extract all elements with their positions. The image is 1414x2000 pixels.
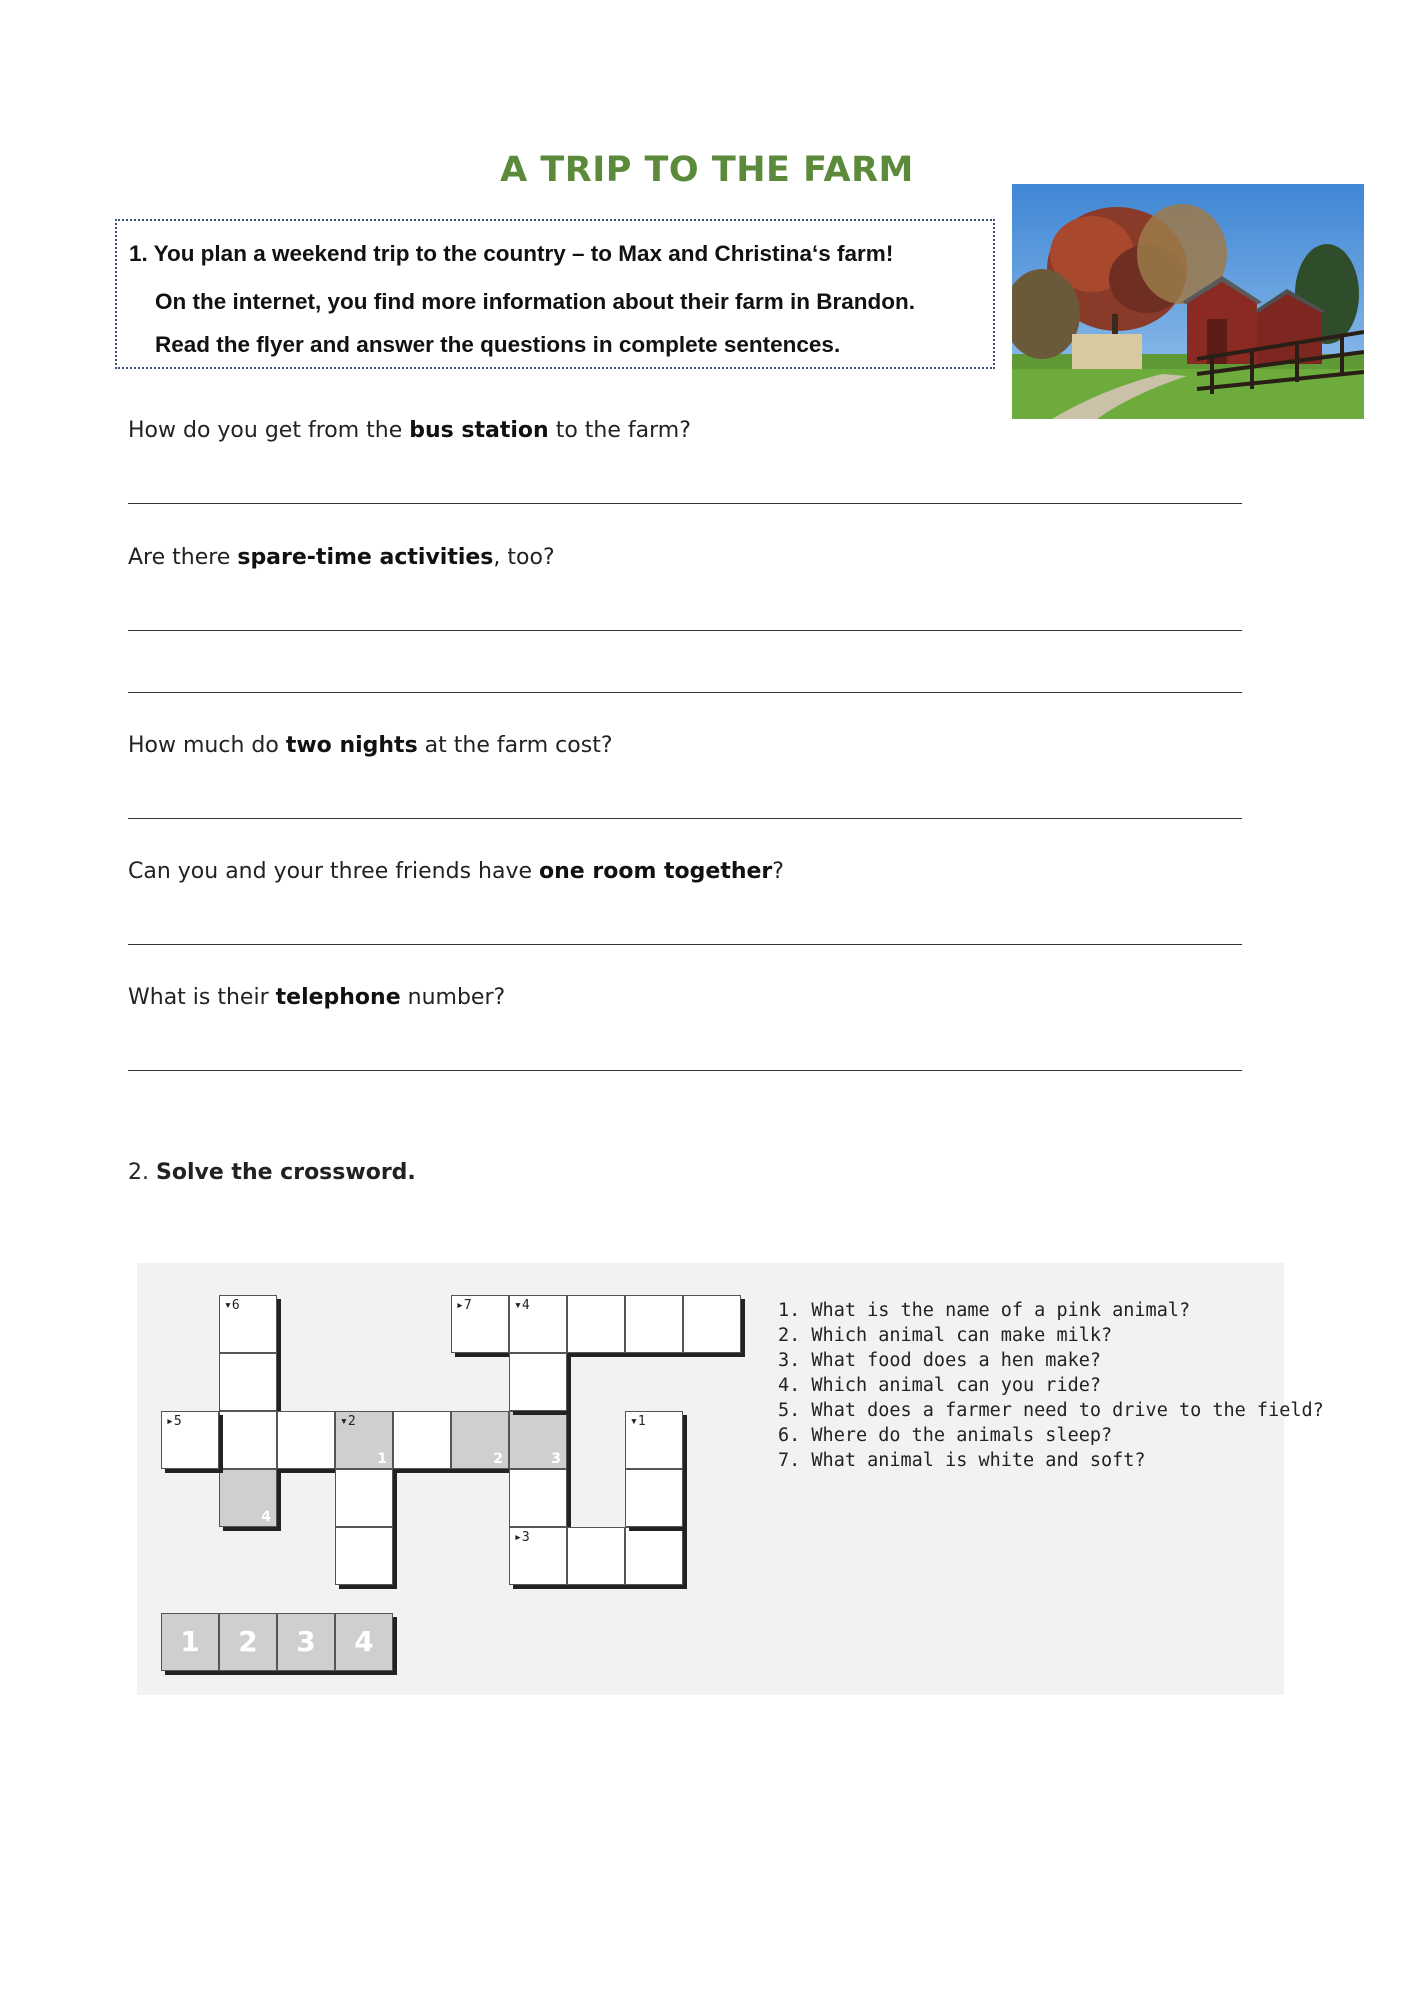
crossword-cell[interactable] bbox=[625, 1527, 683, 1585]
crossword-clue-list bbox=[778, 1298, 1324, 1473]
question-two-nights: How much do two nights at the farm cost? bbox=[128, 733, 613, 758]
crossword-cell[interactable] bbox=[625, 1411, 683, 1469]
crossword-cell[interactable] bbox=[509, 1353, 567, 1411]
solution-box-1[interactable]: 1 bbox=[161, 1613, 219, 1671]
task1-instructions-box bbox=[115, 219, 995, 369]
task1-line2: On the internet, you find more information about their farm in Brandon. bbox=[155, 289, 916, 314]
solution-box-4[interactable]: 4 bbox=[335, 1613, 393, 1671]
crossword-cell[interactable] bbox=[509, 1527, 567, 1585]
crossword-cell-shaded[interactable]: 2 bbox=[451, 1411, 509, 1469]
answer-line[interactable] bbox=[128, 630, 1242, 631]
clue-item: 1. What is the name of a pink animal? bbox=[778, 1300, 1191, 1321]
answer-line[interactable] bbox=[128, 818, 1242, 819]
clue-item: 4. Which animal can you ride? bbox=[778, 1375, 1102, 1396]
question-spare-time: Are there spare-time activities, too? bbox=[128, 545, 555, 570]
question-bus-station: How do you get from the bus station to the farm? bbox=[128, 418, 691, 443]
crossword-cell[interactable] bbox=[219, 1411, 277, 1469]
task1-line1: 1. You plan a weekend trip to the country – to Max and Christina‘s farm! bbox=[129, 241, 894, 266]
answer-line[interactable] bbox=[128, 692, 1242, 693]
answer-line[interactable] bbox=[128, 503, 1242, 504]
crossword-cell[interactable] bbox=[161, 1411, 219, 1469]
clue-number-3: ▸3 bbox=[514, 1530, 530, 1545]
crossword-cell[interactable] bbox=[451, 1295, 509, 1353]
page-title: A TRIP TO THE FARM bbox=[500, 150, 914, 190]
clue-item: 3. What food does a hen make? bbox=[778, 1350, 1102, 1371]
crossword-cell[interactable] bbox=[277, 1411, 335, 1469]
crossword-cell[interactable] bbox=[509, 1295, 567, 1353]
solution-box-3[interactable]: 3 bbox=[277, 1613, 335, 1671]
question-telephone: What is their telephone number? bbox=[128, 985, 506, 1010]
crossword-cell[interactable] bbox=[393, 1411, 451, 1469]
answer-line[interactable] bbox=[128, 944, 1242, 945]
clue-number-2: ▾2 bbox=[340, 1414, 356, 1429]
crossword-cell[interactable] bbox=[683, 1295, 741, 1353]
crossword-cell-shaded[interactable]: ▾2 1 bbox=[335, 1411, 393, 1469]
crossword-cell[interactable] bbox=[625, 1295, 683, 1353]
crossword-cell[interactable] bbox=[335, 1527, 393, 1585]
task1-line3: Read the flyer and answer the questions in complete sentences. bbox=[155, 332, 841, 357]
crossword-cell[interactable] bbox=[567, 1527, 625, 1585]
solution-box-2[interactable]: 2 bbox=[219, 1613, 277, 1671]
clue-number-1: ▾1 bbox=[630, 1414, 646, 1429]
crossword-cell[interactable] bbox=[219, 1353, 277, 1411]
crossword-cell[interactable] bbox=[567, 1295, 625, 1353]
crossword-cell-shaded[interactable]: 4 bbox=[219, 1469, 277, 1527]
crossword-cell[interactable] bbox=[509, 1469, 567, 1527]
crossword-cell[interactable] bbox=[335, 1469, 393, 1527]
clue-item: 6. Where do the animals sleep? bbox=[778, 1425, 1113, 1446]
clue-number-7: ▸7 bbox=[456, 1298, 472, 1313]
clue-item: 2. Which animal can make milk? bbox=[778, 1325, 1113, 1346]
farm-barn-photo bbox=[1012, 184, 1364, 419]
question-one-room: Can you and your three friends have one room together? bbox=[128, 859, 784, 884]
crossword-cell-shaded[interactable]: 3 bbox=[509, 1411, 567, 1469]
clue-number-4: ▾4 bbox=[514, 1298, 530, 1313]
clue-number-5: ▸5 bbox=[166, 1414, 182, 1429]
task2-heading: 2. Solve the crossword. bbox=[128, 1160, 416, 1185]
crossword-cell[interactable] bbox=[219, 1295, 277, 1353]
clue-item: 7. What animal is white and soft? bbox=[778, 1450, 1146, 1471]
clue-item: 5. What does a farmer need to drive to the field? bbox=[778, 1400, 1324, 1421]
clue-number-6: ▾6 bbox=[224, 1298, 240, 1313]
crossword-cell[interactable] bbox=[625, 1469, 683, 1527]
answer-line[interactable] bbox=[128, 1070, 1242, 1071]
